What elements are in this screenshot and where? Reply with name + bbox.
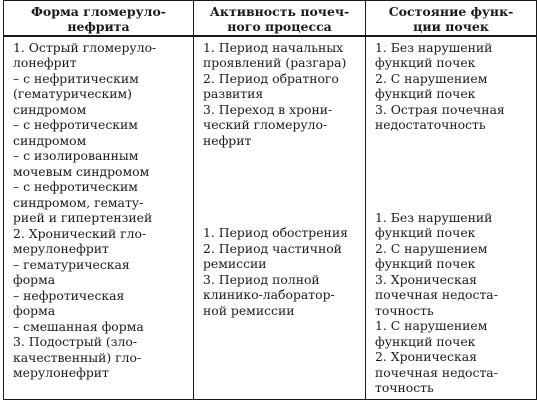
function-line: функций почек <box>375 86 476 101</box>
function-line: функций почек <box>375 333 476 349</box>
function-line: функций почек <box>375 55 476 70</box>
function-spacer <box>375 133 532 210</box>
form-line: – нефротическая <box>13 287 125 303</box>
function-line: почечная недоста- <box>375 364 498 380</box>
activity-list-chronic <box>203 225 361 318</box>
header-activity-line-2: ного процесса <box>227 19 332 34</box>
form-line: лонефрит <box>13 55 77 70</box>
form-line: мочевым синдромом <box>13 163 150 179</box>
activity-line: проявлений (разгара) <box>203 55 347 70</box>
function-list-acute <box>375 40 532 133</box>
activity-line: развития <box>203 86 264 101</box>
function-line: функций почек <box>375 256 476 271</box>
activity-spacer <box>203 148 361 225</box>
form-line: 3. Подострый (зло- <box>13 334 138 349</box>
form-line: форма <box>13 303 56 318</box>
activity-line: 3. Переход в хрони- <box>203 101 333 117</box>
activity-line: нефрит <box>203 132 252 148</box>
body-row <box>4 36 537 400</box>
header-row <box>4 1 537 36</box>
form-line: синдромом, гемату- <box>13 194 144 210</box>
form-line: – с нефротическим <box>13 117 138 132</box>
form-line: – с нефротическим <box>13 179 138 194</box>
function-line: точность <box>375 302 434 318</box>
header-function-line-2: ции почек <box>413 19 489 34</box>
classification-table <box>3 0 537 400</box>
header-form <box>4 1 194 36</box>
function-line: 2. С нарушением <box>375 70 488 86</box>
activity-line: 1. Период начальных <box>203 39 344 55</box>
cell-forms <box>4 36 194 400</box>
function-line: 3. Хроническая <box>375 271 477 287</box>
header-activity <box>194 1 366 36</box>
function-line: 2. С нарушением <box>375 240 488 256</box>
form-line: качественный) гло- <box>13 349 142 365</box>
header-activity-line-1: Активность почеч- <box>209 4 350 19</box>
form-line: синдромом <box>13 132 87 148</box>
function-line: почечная недоста- <box>375 287 498 302</box>
form-line: – смешанная форма <box>13 318 144 334</box>
function-list-chronic <box>375 210 532 396</box>
activity-line: 3. Период полной <box>203 271 320 287</box>
form-line: (гематурическим) <box>13 86 132 101</box>
activity-line: 2. Период обратного <box>203 70 339 86</box>
function-line: 1. Без нарушений <box>375 209 493 225</box>
function-line: 2. Хроническая <box>375 349 477 364</box>
form-line: синдромом <box>13 101 87 117</box>
function-line: 1. Без нарушений <box>375 39 493 55</box>
form-line: – с нефритическим <box>13 70 139 86</box>
forms-list <box>13 40 189 381</box>
header-form-line-2: нефрита <box>67 19 130 34</box>
form-line: 1. Острый гломеруло- <box>13 39 157 55</box>
function-line: 1. С нарушением <box>375 318 488 333</box>
header-kidney-function <box>366 1 537 36</box>
form-line: – с изолированным <box>13 148 139 163</box>
function-line: 3. Острая почечная <box>375 101 505 117</box>
activity-line: ной ремиссии <box>203 302 295 318</box>
header-form-line-1: Форма гломеруло- <box>31 4 166 19</box>
header-function-line-1: Состояние функ- <box>388 4 514 19</box>
activity-line: ремиссии <box>203 256 267 271</box>
form-line: – гематурическая <box>13 256 130 272</box>
function-line: недостаточность <box>375 117 486 132</box>
form-line: рией и гипертензией <box>13 210 153 225</box>
cell-activity <box>194 36 366 400</box>
function-line: точность <box>375 380 434 395</box>
activity-line: клинико-лаборатор- <box>203 287 335 302</box>
form-line: форма <box>13 272 56 287</box>
activity-list-acute <box>203 40 361 149</box>
function-line: функций почек <box>375 225 476 240</box>
cell-kidney-function <box>366 36 537 400</box>
form-line: мерулонефрит <box>13 241 109 256</box>
form-line: мерулонефрит <box>13 365 109 380</box>
activity-line: ческий гломеруло- <box>203 117 328 132</box>
form-line: 2. Хронический гло- <box>13 225 147 241</box>
activity-line: 1. Период обострения <box>203 225 348 240</box>
activity-line: 2. Период частичной <box>203 240 342 256</box>
